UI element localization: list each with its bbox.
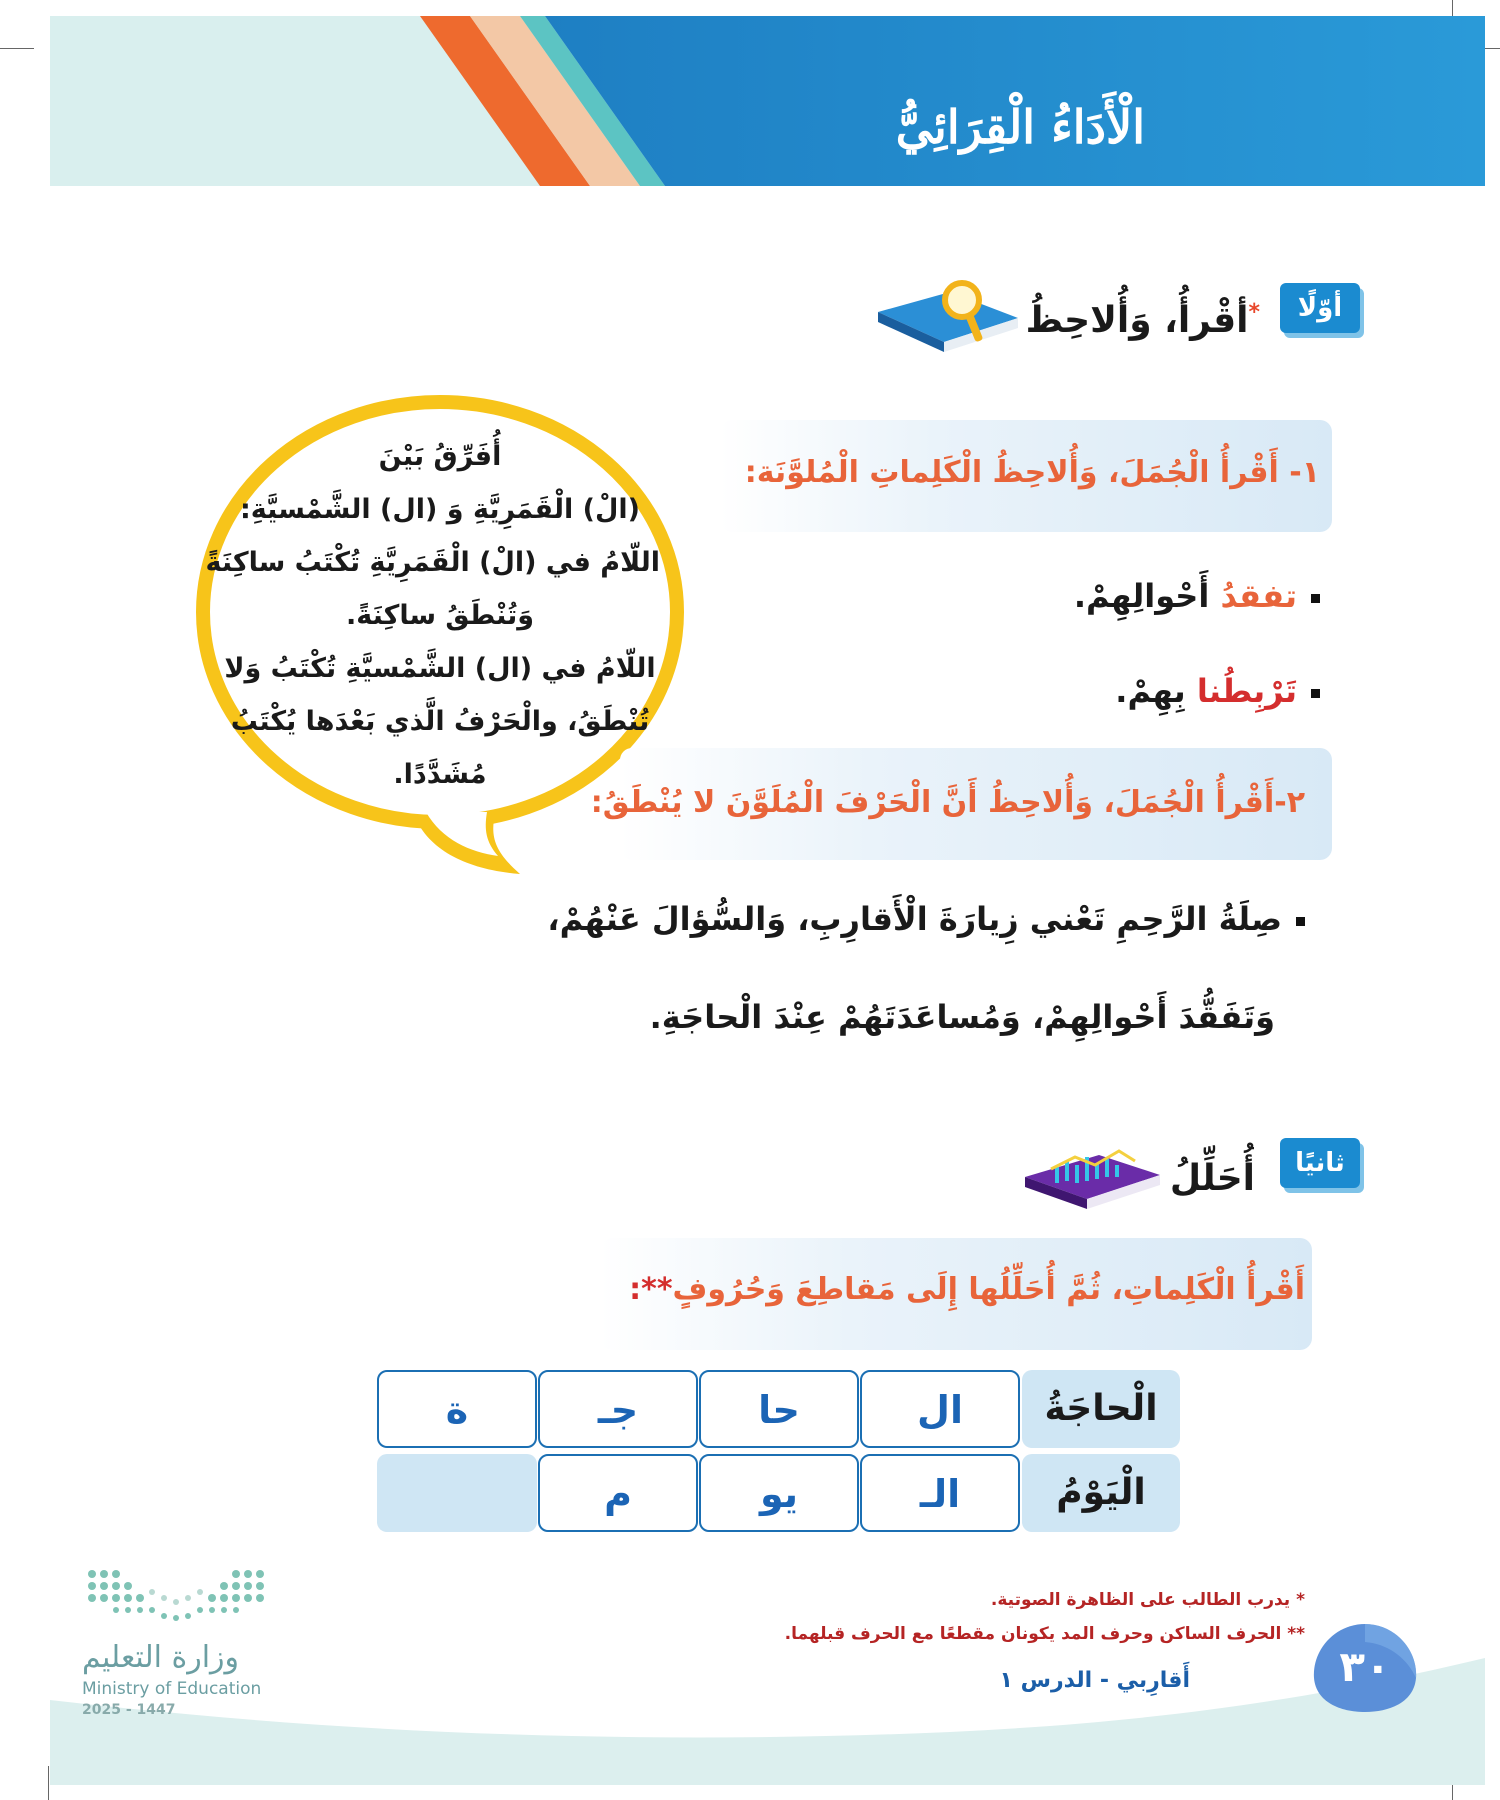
bubble-line: أُفَرِّقُ بَيْنَ [378,441,502,472]
bullet-icon [1296,917,1305,926]
sentence-item: تَرْبِطُنا بِهِمْ. [1115,672,1320,710]
crop-mark [48,1766,49,1800]
ministry-name-english: Ministry of Education [82,1679,262,1699]
table-empty-cell [377,1454,537,1532]
bullet-icon [1311,594,1320,603]
table-answer-cell[interactable]: جـ [538,1370,698,1448]
edition-year: 2025 - 1447 [82,1702,176,1718]
instruction-1-text: ١- أَقْرأُ الْجُمَلَ، وَأُلاحِظُ الْكَلِماتِ الْمُلوَّنَة: [744,455,1320,490]
lesson-label: أَقارِبي - الدرس ١ [999,1668,1190,1693]
passage-line-1: صِلَةُ الرَّحِمِ تَعْني زِيارَةَ الْأَقارِبِ، وَالسُّؤالَ عَنْهُمْ، [547,900,1305,938]
ministry-name-arabic: وزارة التعليم [82,1640,240,1675]
footnote-2: ** الحرف الساكن وحرف المد يكونان مقطعًا مع الحرف قبلهما. [784,1624,1305,1644]
bubble-line: مُشَدَّدًا. [393,759,487,790]
table-answer-cell[interactable]: الـ [860,1454,1020,1532]
bubble-line: وَتُنْطَقُ ساكِنَةً. [345,600,535,631]
bubble-line: اللّامُ في (الْ) الْقَمَرِيَّةِ تُكْتَبُ ساكِنَةً [205,547,660,578]
footnote-mark: * [1248,300,1260,325]
bubble-line: اللّامُ في (ال) الشَّمْسيَّةِ تُكْتَبُ وَلا [224,653,656,684]
ministry-logo-icon [82,1562,272,1632]
bubble-note [205,430,660,801]
header-graphic [50,16,1485,186]
page-number: ٣٠ [1339,1642,1391,1691]
bubble-line: (الْ) الْقَمَرِيَّةِ وَ (ال) الشَّمْسيَّةِ: [240,494,640,525]
chart-book-icon [1015,1135,1165,1215]
book-magnifier-icon [870,270,1020,360]
table-answer-cell[interactable]: ال [860,1370,1020,1448]
table-word-cell: الْيَوْمُ [1022,1454,1180,1532]
page-title: الْأَدَاءُ الْقِرَائِيُّ [895,100,1145,154]
bullet-icon [1311,689,1320,698]
instruction-3-text: أَقْرأُ الْكَلِماتِ، ثُمَّ أُحَلِّلُها إِلَى مَقاطِعَ وَحُرُوفٍ**: [629,1272,1305,1307]
table-answer-cell[interactable]: حا [699,1370,859,1448]
sentence-item: تفقدُ أَحْوالِهِمْ. [1074,577,1320,615]
passage-line-2: وَتَفَقُّدَ أَحْوالِهِمْ، وَمُساعَدَتَهُمْ عِنْدَ الْحاجَةِ. [649,998,1275,1036]
table-word-cell: الْحاجَةُ [1022,1370,1180,1448]
instruction-2-text: ٢-أَقْرأُ الْجُمَلَ، وَأُلاحِظُ أَنَّ الْحَرْفَ الْمُلَوَّنَ لا يُنْطَقُ: [590,785,1305,820]
section-badge-second: ثانيًا [1280,1138,1360,1188]
bubble-line: تُنْطَقُ، والْحَرْفُ الَّذي بَعْدَها يُكْتَبُ [230,706,650,737]
footnote-1: * يدرب الطالب على الظاهرة الصوتية. [990,1590,1305,1610]
table-answer-cell[interactable]: يو [699,1454,859,1532]
header-banner [50,16,1485,186]
section-title-analyze: أُحَلِّلُ [1169,1158,1255,1199]
footer-wave [50,1640,1485,1785]
table-answer-cell[interactable]: ة [377,1370,537,1448]
page-number-badge [1310,1620,1420,1715]
crop-mark [0,48,34,49]
section-badge-first: أوّلًا [1280,283,1360,333]
table-answer-cell[interactable]: م [538,1454,698,1532]
footnote-mark: **: [629,1272,673,1307]
section-title-read-observe: *أقْرأُ، وَأُلاحِظُ [1025,300,1260,341]
